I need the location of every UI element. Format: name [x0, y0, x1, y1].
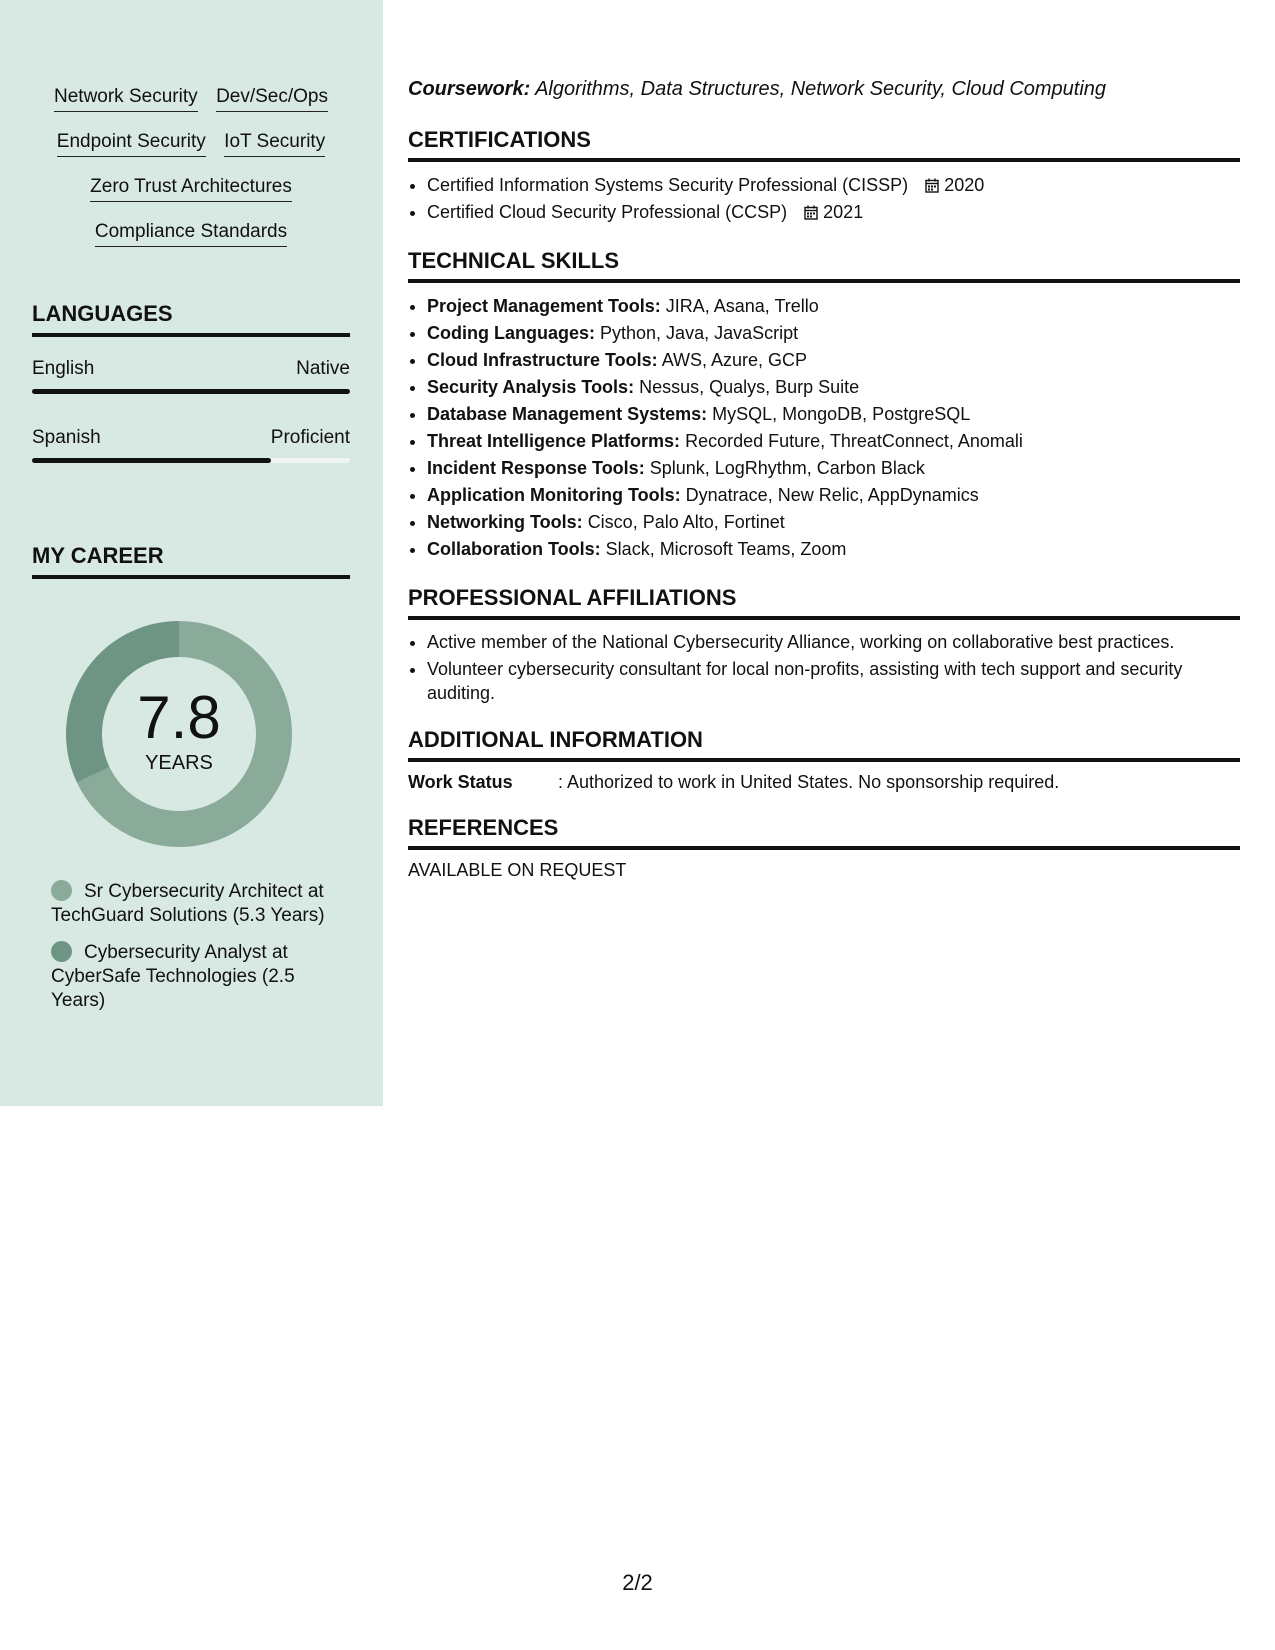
skill-label: Security Analysis Tools: — [427, 377, 635, 397]
skill-tag: Network Security — [54, 86, 198, 112]
skill-tag-row — [32, 86, 350, 131]
skill-label: Threat Intelligence Platforms: — [427, 431, 681, 451]
skill-value: MySQL, MongoDB, PostgreSQL — [712, 404, 971, 424]
language-bar — [32, 389, 350, 394]
career-total — [66, 621, 292, 847]
technical-skills-list — [408, 293, 1240, 563]
skill-tag: Zero Trust Architectures — [90, 176, 292, 202]
sidebar — [0, 0, 383, 1106]
certification-name: Certified Cloud Security Professional (CCSP) — [427, 202, 788, 222]
certification-year: 2020 — [944, 175, 985, 195]
technical-skill-item — [427, 482, 1240, 509]
skill-value: Recorded Future, ThreatConnect, Anomali — [685, 431, 1023, 451]
career-heading: MY CAREER — [32, 543, 350, 579]
skill-tag: IoT Security — [224, 131, 325, 157]
coursework-text: Algorithms, Data Structures, Network Security, Cloud Computing — [535, 78, 1107, 100]
technical-skill-item — [427, 509, 1240, 536]
language-spanish — [32, 427, 350, 463]
coursework — [408, 78, 1240, 101]
certifications-list — [408, 172, 1240, 226]
career-item — [51, 880, 336, 928]
certification-item — [427, 172, 1240, 199]
language-level: Native — [296, 358, 350, 379]
certifications-heading: CERTIFICATIONS — [408, 127, 1240, 162]
references-text: AVAILABLE ON REQUEST — [408, 860, 627, 880]
career-total-unit: YEARS — [145, 751, 213, 774]
skill-value: Cisco, Palo Alto, Fortinet — [587, 512, 785, 532]
skill-tag: Dev/Sec/Ops — [216, 86, 328, 112]
skill-value: Nessus, Qualys, Burp Suite — [639, 377, 860, 397]
skill-tags — [32, 86, 350, 266]
skill-tag: Endpoint Security — [57, 131, 206, 157]
references-heading: REFERENCES — [408, 815, 1240, 850]
technical-skill-item — [427, 320, 1240, 347]
skill-value: Slack, Microsoft Teams, Zoom — [605, 539, 847, 559]
languages-heading: LANGUAGES — [32, 301, 350, 337]
work-status-value: : Authorized to work in United States. No sponsorship required. — [558, 772, 1060, 792]
language-bar-fill — [32, 458, 271, 463]
skill-value: Dynatrace, New Relic, AppDynamics — [685, 485, 979, 505]
career-item — [51, 941, 336, 1013]
technical-skills-heading: TECHNICAL SKILLS — [408, 248, 1240, 283]
skill-value: JIRA, Asana, Trello — [665, 296, 819, 316]
technical-skill-item — [427, 401, 1240, 428]
affiliations-list — [408, 630, 1240, 705]
calendar-icon — [925, 178, 939, 193]
skill-label: Networking Tools: — [427, 512, 583, 532]
skill-label: Incident Response Tools: — [427, 458, 645, 478]
career-item-label: Cybersecurity Analyst at CyberSafe Technologies (2.5 Years) — [51, 942, 295, 1011]
skill-tag-row — [32, 131, 350, 176]
skill-label: Application Monitoring Tools: — [427, 485, 681, 505]
technical-skill-item — [427, 374, 1240, 401]
career-donut-chart — [66, 621, 292, 847]
skill-label: Collaboration Tools: — [427, 539, 601, 559]
language-bar — [32, 458, 350, 463]
certification-year: 2021 — [823, 202, 864, 222]
language-english — [32, 358, 350, 394]
legend-dot-icon — [51, 941, 72, 962]
certification-name: Certified Information Systems Security Professional (CISSP) — [427, 175, 909, 195]
language-bar-fill — [32, 389, 350, 394]
technical-skill-item — [427, 428, 1240, 455]
career-total-value: 7.8 — [137, 683, 221, 751]
calendar-icon — [804, 205, 818, 220]
certification-item — [427, 199, 1240, 226]
language-name: Spanish — [32, 427, 101, 448]
coursework-label: Coursework: — [408, 78, 531, 100]
skill-label: Coding Languages: — [427, 323, 595, 343]
skill-label: Database Management Systems: — [427, 404, 708, 424]
affiliation-item: • Active member of the National Cybersecurity Alliance, working on collaborative best practices. — [427, 630, 1240, 654]
work-status-row — [408, 772, 1240, 793]
skill-tag: Compliance Standards — [95, 221, 287, 247]
main-content — [408, 78, 1240, 881]
technical-skill-item — [427, 347, 1240, 374]
language-name: English — [32, 358, 95, 379]
career-item-label: Sr Cybersecurity Architect at TechGuard Solutions (5.3 Years) — [51, 881, 325, 926]
technical-skill-item — [427, 293, 1240, 320]
legend-dot-icon — [51, 880, 72, 901]
work-status-label: Work Status — [408, 772, 513, 792]
skill-value: Python, Java, JavaScript — [600, 323, 799, 343]
skill-tag-row — [32, 221, 350, 266]
skill-tag-row — [32, 176, 350, 221]
page-number: 2/2 — [622, 1570, 653, 1595]
career-legend — [51, 880, 336, 1026]
skill-value: Splunk, LogRhythm, Carbon Black — [649, 458, 925, 478]
additional-info-heading: ADDITIONAL INFORMATION — [408, 727, 1240, 762]
affiliation-item: • Volunteer cybersecurity consultant for local non-profits, assisting with tech support and security auditing. — [427, 657, 1240, 705]
skill-label: Project Management Tools: — [427, 296, 661, 316]
technical-skill-item — [427, 536, 1240, 563]
language-level: Proficient — [270, 427, 350, 448]
skill-value: AWS, Azure, GCP — [661, 350, 808, 370]
skill-label: Cloud Infrastructure Tools: — [427, 350, 658, 370]
affiliations-heading: PROFESSIONAL AFFILIATIONS — [408, 585, 1240, 620]
technical-skill-item — [427, 455, 1240, 482]
